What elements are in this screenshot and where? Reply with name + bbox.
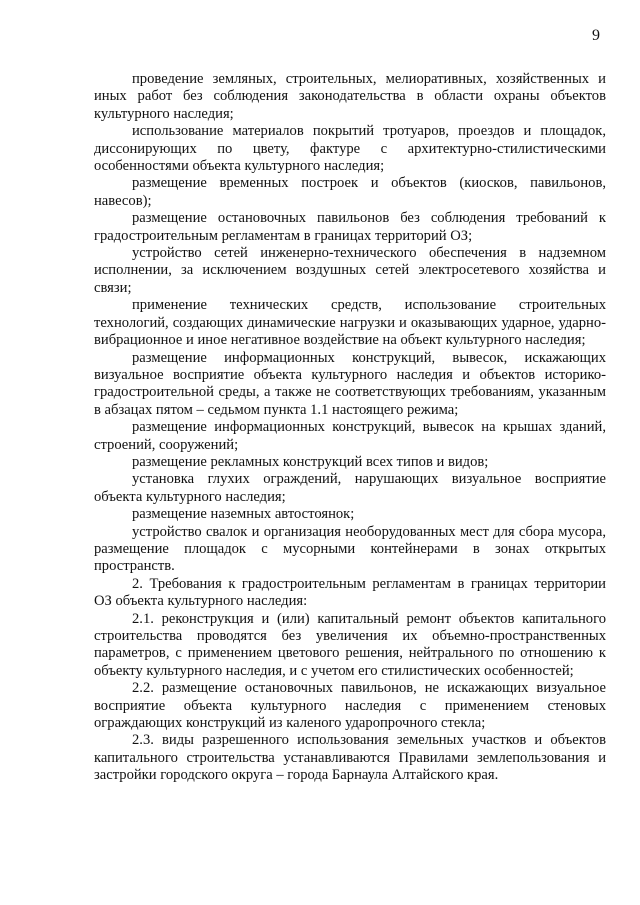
paragraph-2: использование материалов покрытий тротуаров, проездов и площадок, диссонирующих по цвету, фактуре с архитектурно-стилистическими особенностями объекта культурного наследия; bbox=[94, 123, 606, 175]
paragraph-4: размещение остановочных павильонов без соблюдения требований к градостроительным регламентам в границах территорий ОЗ; bbox=[94, 210, 606, 244]
item-2-2: 2.2. размещение остановочных павильонов, не искажающих визуальное восприятие объекта культурного наследия с применением стеновых ограждающих конструкций из каленого ударопрочного стекла; bbox=[94, 680, 606, 732]
paragraph-9: размещение рекламных конструкций всех типов и видов; bbox=[132, 453, 489, 470]
item-2-1: 2.1. реконструкция и (или) капитальный ремонт объектов капитального строительства проводятся без увеличения их объемно-пространственных параметров, с применением цветового решения, нейтрального по отношению к объекту культурного наследия, и с учетом его стилистических особенностей; bbox=[94, 610, 606, 679]
paragraph-7: размещение информационных конструкций, вывесок, искажающих визуальное восприятие объекта культурного наследия и объектов историко-градостроительной среды, а также не соответствующих требованиям, указанным в абзацах пятом – седьмом пункта 1.1 настоящего режима; bbox=[94, 349, 606, 418]
paragraph-6: применение технических средств, использование строительных технологий, создающих динамические нагрузки и оказывающих ударное, ударно-вибрационное и иное негативное воздействие на объект культурного наследия; bbox=[94, 297, 606, 349]
paragraph-3: размещение временных построек и объектов (киосков, павильонов, навесов); bbox=[94, 175, 606, 209]
paragraph-5: устройство сетей инженерно-технического обеспечения в надземном исполнении, за исключением воздушных сетей электросетевого хозяйства и связи; bbox=[94, 245, 606, 296]
paragraph-1: проведение земляных, строительных, мелиоративных, хозяйственных и иных работ без соблюдения законодательства в области охраны объектов культурного наследия; bbox=[94, 71, 606, 122]
paragraph-8: размещение информационных конструкций, вывесок на крышах зданий, строений, сооружений; bbox=[94, 419, 606, 453]
item-2-3: 2.3. виды разрешенного использования земельных участков и объектов капитального строительства устанавливаются Правилами землепользования и застройки городского округа – города Барнаула Алтайского края. bbox=[94, 732, 606, 784]
paragraph-11: размещение наземных автостоянок; bbox=[132, 506, 355, 523]
document-body bbox=[94, 71, 606, 785]
section-2-heading: 2. Требования к градостроительным регламентам в границах территории ОЗ объекта культурного наследия: bbox=[94, 575, 606, 610]
paragraph-12: устройство свалок и организация необорудованных мест для сбора мусора, размещение площадок с мусорными контейнерами в зонах открытых пространств. bbox=[94, 523, 606, 575]
paragraph-10: установка глухих ограждений, нарушающих визуальное восприятие объекта культурного наследия; bbox=[94, 471, 606, 505]
page-number: 9 bbox=[592, 27, 600, 44]
